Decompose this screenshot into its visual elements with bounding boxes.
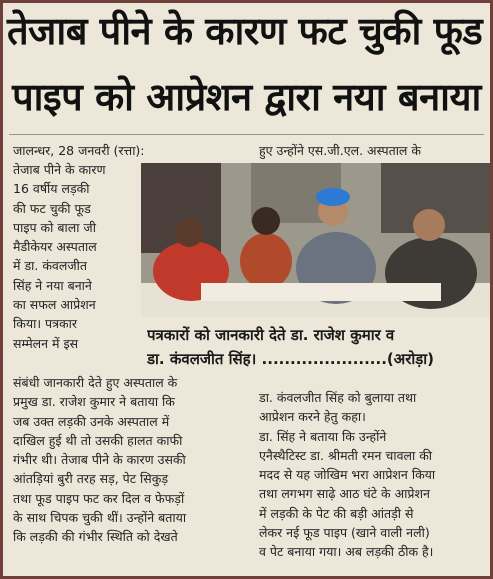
article-line: मैडीकेयर अस्पताल: [13, 239, 97, 255]
article-line: लेकर नई फूड पाइप (खाने वाली नली): [259, 525, 430, 541]
article-line: डा. कंवलजीत सिंह को बुलाया तथा: [259, 390, 417, 405]
photo-caption-line: डा. कंवलजीत सिंह। ......................(अरोड़ा): [147, 350, 435, 368]
press-conference-photo: [141, 163, 491, 317]
article-line: जब उक्त लड़की उनके अस्पताल में: [13, 413, 170, 429]
article-line: तथा फूड पाइप फट कर दिल व फेफड़ों: [13, 490, 185, 506]
headline-line-2: पाइप को आप्रेशन द्वारा नया बनाया: [12, 75, 481, 119]
article-line: किया। पत्रकार: [13, 316, 77, 332]
article-column-left: [13, 373, 249, 547]
article-column-right: [259, 388, 489, 562]
article-line: 16 वर्षीय लड़की: [13, 181, 90, 197]
article-line: के साथ चिपक चुकी थीं। उन्होंने बताया: [13, 510, 187, 526]
article-line: में डा. कंवलजीत: [13, 258, 87, 274]
article-line: संबंधी जानकारी देते हुए अस्पताल के: [13, 375, 178, 390]
article-line: तेजाब पीने के कारण: [13, 162, 106, 177]
article-line: एनैस्थैटिस्ट डा. श्रीमती रमन चावला की: [259, 447, 433, 463]
headline-line-1: तेजाब पीने के कारण फट चुकी फूड: [7, 9, 483, 53]
article-line: तथा लगभग साढ़े आठ घंटे के आप्रेशन: [259, 486, 430, 502]
article-dateline-block: [13, 141, 243, 160]
article-line: प्रमुख डा. राजेश कुमार ने बताया कि: [13, 394, 175, 410]
photo-caption: [147, 323, 491, 371]
article-column-right-top: [259, 141, 489, 160]
photo-illustration: [141, 163, 491, 317]
article-line: हुए उन्होंने एस.जी.एल. अस्पताल के: [259, 143, 421, 158]
article-line: आंतड़ियां बुरी तरह सड़, पेट सिकुड़: [13, 471, 169, 487]
article-line: की फट चुकी फूड: [13, 200, 91, 216]
article-line: दाखिल हुई थी तो उसकी हालत काफी: [13, 432, 183, 448]
article-line: का सफल आप्रेशन: [13, 297, 96, 313]
article-dateline: जालन्धर, 28 जनवरी (रत्ता):: [13, 143, 145, 158]
photo-caption-line: पत्रकारों को जानकारी देते डा. राजेश कुमार व: [147, 326, 395, 344]
article-line: सम्मेलन में इस: [13, 335, 79, 351]
headline-divider: [9, 134, 484, 135]
article-line: व पेट बनाया गया। अब लड़की ठीक है।: [259, 544, 434, 560]
article-column-left-narrow: [13, 160, 141, 353]
article-line: मदद से यह जोखिम भरा आप्रेशन किया: [259, 467, 436, 483]
article-line: पाइप को बाला जी: [13, 219, 96, 235]
article-line: आप्रेशन करने हेतु कहा।: [259, 409, 366, 425]
article-line: कि लड़की की गंभीर स्थिति को देखते: [13, 529, 178, 545]
article-line: डा. सिंह ने बताया कि उन्होंने: [259, 428, 387, 444]
article-line: सिंह ने नया बनाने: [13, 277, 92, 293]
article-line: गंभीर थी। तेजाब पीने के कारण उसकी: [13, 452, 186, 468]
article-line: में लड़की के पेट की बड़ी आंतड़ी से: [259, 505, 414, 521]
